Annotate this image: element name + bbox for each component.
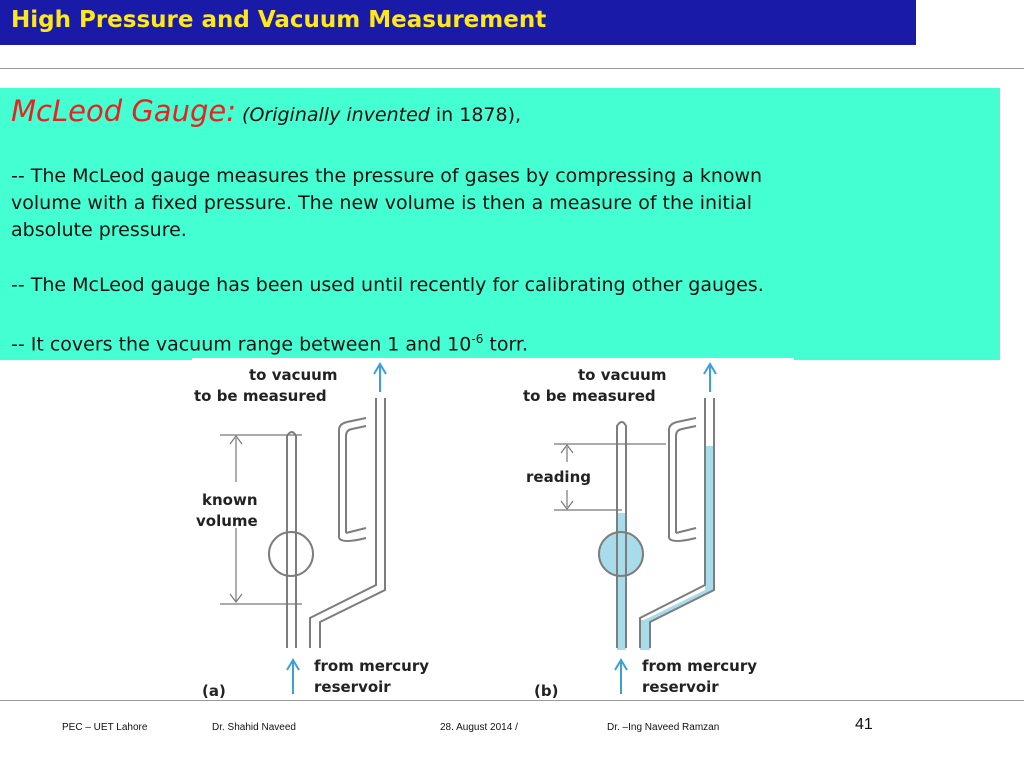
- content-box: [0, 88, 1000, 360]
- para1-line3: absolute pressure.: [11, 219, 187, 241]
- a-bottom-label-2: reservoir: [314, 678, 391, 696]
- diagram-b: [523, 364, 757, 700]
- footer-org: PEC – UET Lahore: [62, 722, 148, 733]
- gauge-heading: McLeod Gauge:: [11, 94, 236, 128]
- b-bottom-label-2: reservoir: [642, 678, 719, 696]
- bottom-divider: [0, 700, 1024, 701]
- b-caption: (b): [534, 682, 559, 700]
- title-bar: [0, 0, 916, 45]
- top-divider: [0, 68, 1024, 69]
- para3-exponent: -6: [471, 332, 484, 346]
- footer-author2: Dr. –Ing Naveed Ramzan: [607, 722, 720, 733]
- para1-line2: volume with a fixed pressure. The new volume is then a measure of the initial: [11, 192, 753, 214]
- heading-line: [11, 94, 522, 129]
- para1-line1: -- The McLeod gauge measures the pressure of gases by compressing a known: [11, 165, 763, 187]
- diagram-a: [194, 364, 429, 700]
- b-reading-label: reading: [526, 468, 591, 486]
- b-tubing: [599, 398, 714, 648]
- para2: -- The McLeod gauge has been used until recently for calibrating other gauges.: [11, 274, 764, 296]
- para3-prefix: -- It covers the vacuum range between 1 and 10: [11, 333, 472, 356]
- gauge-diagram: [192, 358, 794, 702]
- footer-author1: Dr. Shahid Naveed: [212, 722, 296, 733]
- a-volume-label: volume: [196, 512, 258, 530]
- b-top-label-2: to be measured: [523, 387, 656, 405]
- heading-note-italic: (Originally invented: [242, 104, 430, 126]
- b-bottom-label-1: from mercury: [642, 657, 758, 675]
- page-number: 41: [855, 716, 873, 733]
- a-known-label: known: [202, 491, 258, 509]
- a-top-label-1: to vacuum: [249, 366, 338, 384]
- a-bottom-label-1: from mercury: [314, 657, 430, 675]
- mcleod-gauge-figure: [192, 358, 794, 702]
- slide-title: High Pressure and Vacuum Measurement: [11, 7, 547, 33]
- heading-note-rest: in 1878),: [429, 104, 522, 126]
- para3-suffix: torr.: [483, 333, 529, 356]
- para3: [11, 326, 528, 358]
- footer-date: 28. August 2014 /: [440, 722, 518, 733]
- a-caption: (a): [202, 682, 226, 700]
- a-top-label-2: to be measured: [194, 387, 327, 405]
- b-top-label-1: to vacuum: [578, 366, 667, 384]
